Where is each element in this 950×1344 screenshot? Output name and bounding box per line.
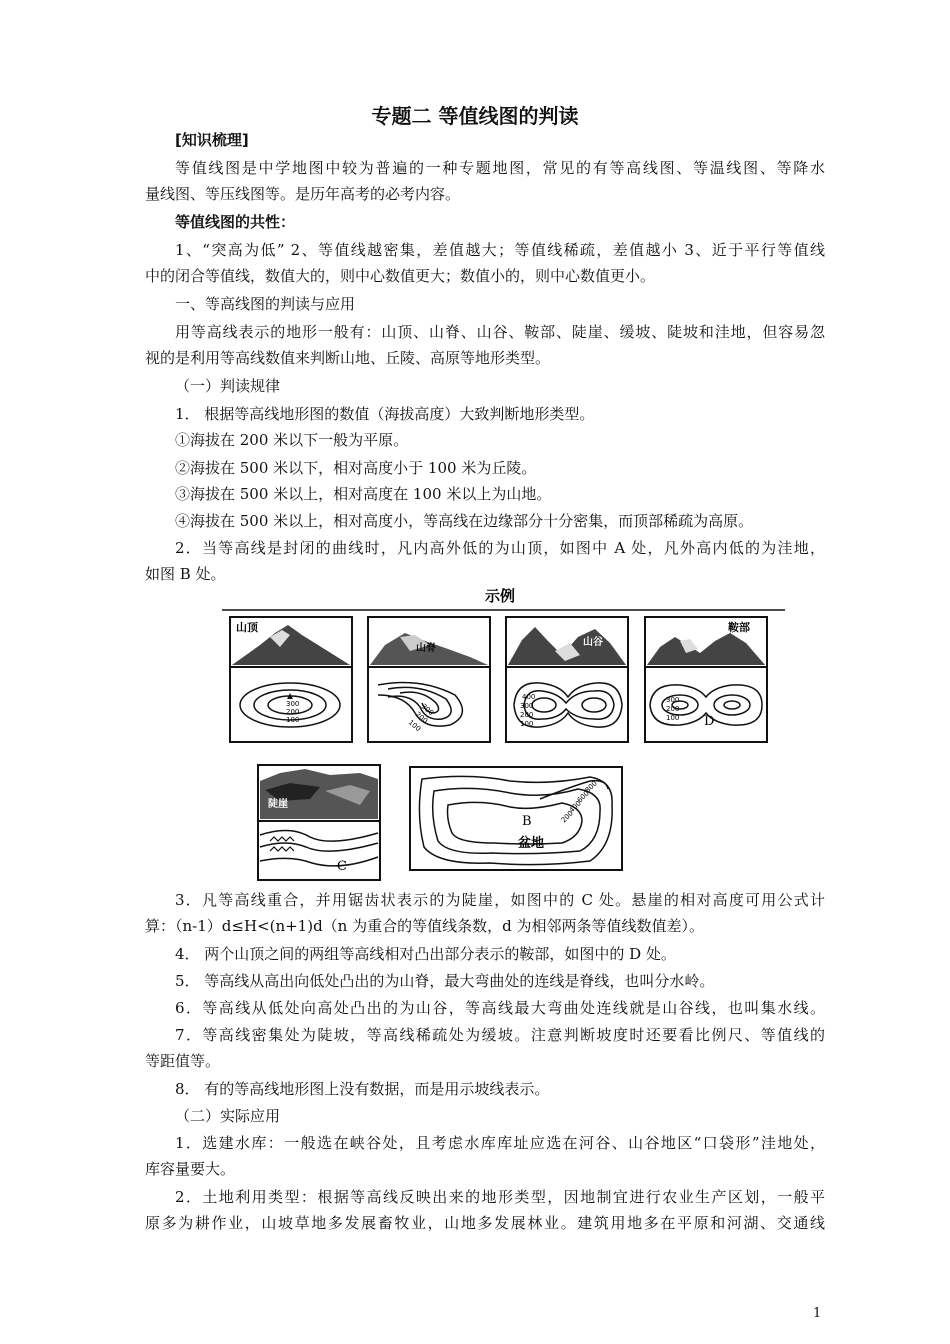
- paragraph-line: 5． 等高线从高出向低处凸出的为山脊，最大弯曲处的连线是脊线，也叫分水岭。: [175, 972, 715, 990]
- contour-label: 200: [520, 711, 534, 719]
- paragraph-line: 如图 B 处。: [145, 565, 226, 583]
- paragraph-line: ③海拔在 500 米以上，相对高度在 100 米以上为山地。: [175, 485, 552, 503]
- paragraph-line: 2．当等高线是封闭的曲线时，凡内高外低的为山顶，如图中 A 处，凡外高内低的为洼地，: [175, 539, 825, 557]
- point-label-c: C: [337, 859, 347, 874]
- contour-label: 800: [583, 779, 599, 795]
- paragraph-line: 算：（n-1）d≤H<(n+1)d（n 为重合的等值线条数，d 为相邻两条等值线数值差）。: [145, 917, 704, 935]
- contour-label: 300: [419, 702, 436, 718]
- point-label-b: B: [522, 814, 532, 829]
- section-heading: 等值线图的共性：: [175, 213, 296, 231]
- subsection-heading: （一）判读规律: [175, 377, 281, 395]
- panel-saddle: [645, 617, 767, 742]
- cliff-teeth: [270, 837, 294, 841]
- paragraph-line: 7．等高线密集处为陡坡，等高线稀疏处为缓坡。注意判断坡度时还要看比例尺、等值线的: [175, 1026, 825, 1044]
- paragraph-line: 8． 有的等高线地形图上没有数据，而是用示坡线表示。: [175, 1080, 550, 1098]
- contour-label: 100: [666, 714, 680, 722]
- paragraph-line: 3．凡等高线重合，并用锯齿状表示的为陡崖，如图中的 C 处。悬崖的相对高度可用公式计: [175, 891, 825, 909]
- paragraph-line: 库容量要大。: [145, 1160, 236, 1178]
- paragraph-line: 6．等高线从低处向高处凸出的为山谷，等高线最大弯曲处连线就是山谷线，也叫集水线。: [175, 999, 825, 1017]
- paragraph-line: 视的是利用等高线数值来判断山地、丘陵、高原等地形类型。: [145, 349, 551, 367]
- paragraph-line: 等值线图是中学地图中较为普遍的一种专题地图，常见的有等高线图、等温线图、等降水: [175, 159, 825, 177]
- contour-label: 100: [520, 720, 534, 728]
- contour-label: 100: [286, 716, 300, 724]
- contour-label: 300: [520, 702, 534, 710]
- figure-heading: 示例: [484, 587, 516, 605]
- page-number: 1: [813, 1306, 822, 1321]
- subsection-heading: （二）实际应用: [175, 1107, 281, 1125]
- paragraph-line: 量线图、等压线图等。是历年高考的必考内容。: [145, 185, 461, 203]
- contour-label: 200: [286, 708, 300, 716]
- contour-label: 300: [286, 700, 300, 708]
- paragraph-line: 1、“突高为低” 2、等值线越密集，差值越大；等值线稀疏，差值越小 3、近于平行等值线: [175, 241, 825, 259]
- contour-label: 200: [559, 809, 575, 825]
- paragraph-line: 用等高线表示的地形一般有：山顶、山脊、山谷、鞍部、陡崖、缓坡、陡坡和洼地，但容易忽: [175, 323, 825, 341]
- paragraph-line: 中的闭合等值线，数值大的，则中心数值更大；数值小的，则中心数值更小。: [145, 267, 656, 285]
- paragraph-line: ②海拔在 500 米以下，相对高度小于 100 米为丘陵。: [175, 459, 537, 477]
- panel-basin: [410, 767, 622, 870]
- paragraph-line: 2．土地利用类型：根据等高线反映出来的地形类型，因地制宜进行农业生产区划，一般平: [175, 1188, 825, 1206]
- panel-label-ridge: 山脊: [416, 643, 436, 654]
- contour-label: 100: [406, 718, 423, 734]
- panel-label-saddle: 鞍部: [728, 621, 750, 634]
- panel-ridge: [368, 617, 490, 742]
- contour-figure: [210, 585, 790, 885]
- basin-label: 盆地: [518, 836, 545, 851]
- contour-label: 200: [666, 705, 680, 713]
- paragraph-line: 等距值等。: [145, 1052, 221, 1070]
- section-heading: 一、等高线图的判读与应用: [175, 295, 356, 313]
- panel-label-cliff: 陡崖: [268, 799, 288, 810]
- panel-peak: [230, 617, 352, 742]
- contour-label: 400: [567, 799, 583, 815]
- panel-cliff: [258, 765, 380, 880]
- point-label-d: D: [704, 714, 715, 729]
- section-label: [知识梳理]: [175, 131, 249, 149]
- contour-label: 300: [666, 696, 680, 704]
- panel-label-valley: 山谷: [583, 637, 603, 648]
- page-title: 专题二 等值线图的判读: [371, 104, 579, 128]
- paragraph-line: ④海拔在 500 米以上，相对高度小，等高线在边缘部分十分密集，而顶部稀疏为高原。: [175, 512, 754, 530]
- paragraph-line: 原多为耕作业，山坡草地多发展畜牧业，山地多发展林业。建筑用地多在平原和河湖、交通线: [145, 1214, 825, 1232]
- paragraph-line: 4． 两个山顶之间的两组等高线相对凸出部分表示的鞍部，如图中的 D 处。: [175, 945, 676, 963]
- panel-valley: [506, 617, 628, 742]
- paragraph-line: ①海拔在 200 米以下一般为平原。: [175, 431, 409, 449]
- contour-label: 200: [413, 710, 430, 726]
- mountain-sketch-saddle: [647, 633, 765, 665]
- paragraph-line: 1． 根据等高线地形图的数值（海拔高度）大致判断地形类型。: [175, 405, 595, 423]
- contour-label: 600: [575, 789, 591, 805]
- paragraph-line: 1．选建水库：一般选在峡谷处，且考虑水库库址应选在河谷、山谷地区“口袋形”洼地处，: [175, 1134, 825, 1152]
- panel-label-peak: 山顶: [236, 621, 258, 634]
- contour-label: 400: [522, 693, 536, 701]
